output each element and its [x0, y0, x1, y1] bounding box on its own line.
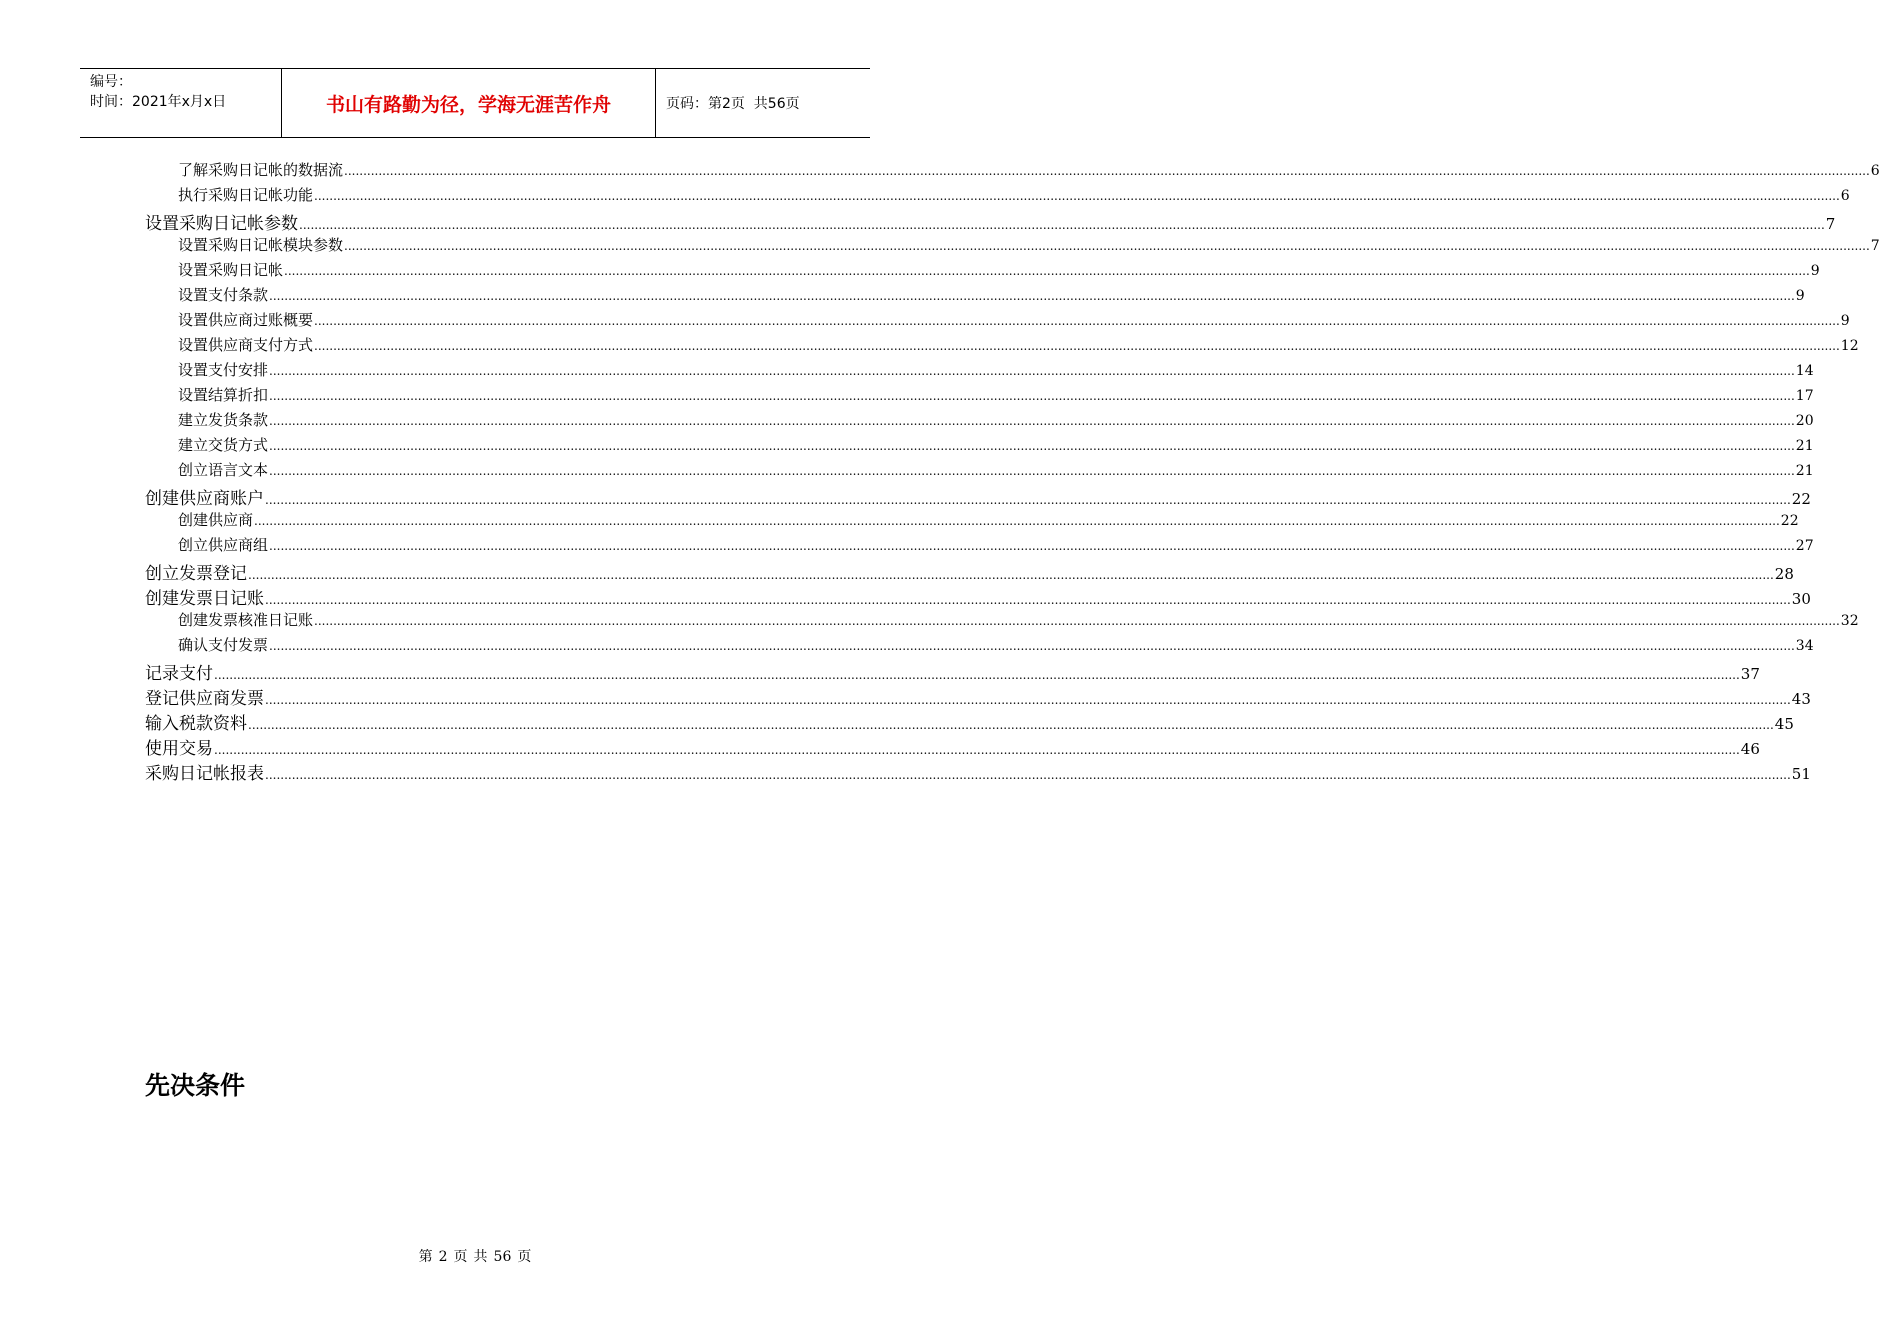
toc-entry-page: 20 — [1795, 413, 1814, 429]
toc-entry[interactable] — [0, 534, 1814, 559]
toc-entry-label: 创建供应商 — [178, 511, 254, 529]
toc-entry-label: 建立交货方式 — [178, 436, 269, 454]
document-date: 时间：2021年x月x日 — [90, 94, 227, 110]
toc-entry-page: 7 — [1870, 238, 1880, 254]
toc-entry-page: 46 — [1740, 740, 1760, 758]
toc-entry-page: 43 — [1791, 690, 1811, 708]
toc-dot-leader: ................................................................................................................................................................................................................................................................................................................................................................................................................ — [314, 314, 1840, 328]
toc-entry-page: 32 — [1840, 613, 1859, 629]
footer-word-di: 第 — [418, 1249, 433, 1265]
page-header — [80, 68, 870, 138]
toc-entry-label: 了解采购日记帐的数据流 — [178, 161, 344, 179]
toc-dot-leader: ................................................................................................................................................................................................................................................................................................................................................................................................................ — [265, 593, 1791, 607]
toc-entry[interactable] — [0, 609, 1859, 634]
toc-entry[interactable] — [0, 559, 1794, 584]
toc-entry-page: 6 — [1840, 188, 1850, 204]
toc-entry-page: 12 — [1840, 338, 1859, 354]
toc-entry-label: 设置支付安排 — [178, 361, 269, 379]
toc-entry[interactable] — [0, 709, 1794, 734]
header-page-info-text: 页码：第2页 共56页 — [666, 96, 800, 112]
toc-dot-leader: ................................................................................................................................................................................................................................................................................................................................................................................................................ — [214, 668, 1740, 682]
header-meta — [80, 69, 282, 137]
toc-dot-leader: ................................................................................................................................................................................................................................................................................................................................................................................................................ — [314, 189, 1840, 203]
section-title: 先决条件 — [145, 1071, 246, 1100]
footer-total-pages: 56 — [493, 1249, 512, 1265]
toc-entry-label: 创建发票核准日记账 — [178, 611, 314, 629]
toc-entry-label: 设置采购日记帐模块参数 — [178, 236, 344, 254]
toc-entry-label: 记录支付 — [145, 664, 213, 684]
toc-entry-label: 创立供应商组 — [178, 536, 269, 554]
toc-dot-leader: ................................................................................................................................................................................................................................................................................................................................................................................................................ — [299, 218, 1825, 232]
toc-dot-leader: ................................................................................................................................................................................................................................................................................................................................................................................................................ — [269, 289, 1795, 303]
toc-entry-page: 9 — [1810, 263, 1820, 279]
toc-entry-page: 30 — [1791, 590, 1811, 608]
toc-entry[interactable] — [0, 634, 1814, 659]
document-number-label: 编号： — [90, 74, 132, 90]
toc-entry-page: 7 — [1825, 215, 1836, 233]
toc-entry-page: 22 — [1791, 490, 1811, 508]
toc-entry-page: 21 — [1795, 438, 1814, 454]
toc-dot-leader: ................................................................................................................................................................................................................................................................................................................................................................................................................ — [248, 718, 1774, 732]
toc-dot-leader: ................................................................................................................................................................................................................................................................................................................................................................................................................ — [269, 389, 1795, 403]
toc-entry-page: 9 — [1840, 313, 1850, 329]
footer-page-number: 2 — [438, 1249, 448, 1265]
toc-dot-leader: ................................................................................................................................................................................................................................................................................................................................................................................................................ — [265, 693, 1791, 707]
toc-dot-leader: ................................................................................................................................................................................................................................................................................................................................................................................................................ — [248, 568, 1774, 582]
toc-entry[interactable] — [0, 584, 1811, 609]
toc-entry-page: 45 — [1774, 715, 1794, 733]
toc-entry[interactable] — [0, 209, 1836, 234]
toc-entry-page: 9 — [1795, 288, 1805, 304]
toc-entry-page: 6 — [1870, 163, 1880, 179]
toc-entry-label: 设置采购日记帐 — [178, 261, 284, 279]
toc-dot-leader: ................................................................................................................................................................................................................................................................................................................................................................................................................ — [269, 414, 1795, 428]
toc-entry-page: 14 — [1795, 363, 1814, 379]
toc-entry-label: 设置结算折扣 — [178, 386, 269, 404]
header-page-info — [656, 69, 870, 137]
toc-entry-page: 34 — [1795, 638, 1814, 654]
toc-entry[interactable] — [0, 284, 1805, 309]
toc-entry-label: 设置供应商过账概要 — [178, 311, 314, 329]
toc-entry[interactable] — [0, 684, 1811, 709]
toc-entry-label: 设置采购日记帐参数 — [145, 214, 298, 234]
header-motto: 书山有路勤为径，学海无涯苦作舟 — [282, 69, 656, 137]
toc-entry[interactable] — [0, 759, 1811, 784]
toc-dot-leader: ................................................................................................................................................................................................................................................................................................................................................................................................................ — [269, 439, 1795, 453]
toc-entry[interactable] — [0, 409, 1814, 434]
table-of-contents — [0, 159, 1880, 784]
toc-entry-label: 使用交易 — [145, 739, 213, 759]
toc-entry-label: 创立发票登记 — [145, 564, 247, 584]
toc-dot-leader: ................................................................................................................................................................................................................................................................................................................................................................................................................ — [344, 239, 1870, 253]
toc-dot-leader: ................................................................................................................................................................................................................................................................................................................................................................................................................ — [314, 614, 1840, 628]
toc-dot-leader: ................................................................................................................................................................................................................................................................................................................................................................................................................ — [344, 164, 1870, 178]
footer-word-ye-2: 页 — [517, 1249, 532, 1265]
toc-entry[interactable] — [0, 309, 1850, 334]
toc-dot-leader: ................................................................................................................................................................................................................................................................................................................................................................................................................ — [284, 264, 1810, 278]
toc-dot-leader: ................................................................................................................................................................................................................................................................................................................................................................................................................ — [269, 639, 1795, 653]
toc-entry[interactable] — [0, 484, 1811, 509]
toc-entry[interactable] — [0, 334, 1859, 359]
toc-entry-page: 51 — [1791, 765, 1811, 783]
toc-entry[interactable] — [0, 159, 1880, 184]
toc-entry-page: 37 — [1740, 665, 1760, 683]
toc-dot-leader: ................................................................................................................................................................................................................................................................................................................................................................................................................ — [265, 493, 1791, 507]
toc-entry-label: 设置供应商支付方式 — [178, 336, 314, 354]
toc-entry[interactable] — [0, 184, 1850, 209]
toc-entry-page: 21 — [1795, 463, 1814, 479]
toc-entry[interactable] — [0, 359, 1814, 384]
toc-dot-leader: ................................................................................................................................................................................................................................................................................................................................................................................................................ — [269, 539, 1795, 553]
toc-entry-label: 采购日记帐报表 — [145, 764, 264, 784]
toc-entry-label: 创建供应商账户 — [145, 489, 264, 509]
page-footer — [0, 1246, 950, 1266]
toc-dot-leader: ................................................................................................................................................................................................................................................................................................................................................................................................................ — [269, 464, 1795, 478]
toc-entry[interactable] — [0, 734, 1760, 759]
toc-entry[interactable] — [0, 459, 1814, 484]
toc-entry-page: 28 — [1774, 565, 1794, 583]
footer-word-gong: 共 — [473, 1249, 488, 1265]
toc-dot-leader: ................................................................................................................................................................................................................................................................................................................................................................................................................ — [314, 339, 1840, 353]
toc-entry[interactable] — [0, 434, 1814, 459]
toc-entry-label: 登记供应商发票 — [145, 689, 264, 709]
toc-entry-label: 输入税款资料 — [145, 714, 247, 734]
toc-dot-leader: ................................................................................................................................................................................................................................................................................................................................................................................................................ — [254, 514, 1780, 528]
toc-entry[interactable] — [0, 509, 1799, 534]
toc-dot-leader: ................................................................................................................................................................................................................................................................................................................................................................................................................ — [269, 364, 1795, 378]
toc-entry[interactable] — [0, 659, 1760, 684]
toc-entry[interactable] — [0, 384, 1814, 409]
toc-dot-leader: ................................................................................................................................................................................................................................................................................................................................................................................................................ — [265, 768, 1791, 782]
toc-entry-label: 创立语言文本 — [178, 461, 269, 479]
toc-entry[interactable] — [0, 234, 1880, 259]
toc-entry-label: 执行采购日记帐功能 — [178, 186, 314, 204]
toc-entry-page: 22 — [1780, 513, 1799, 529]
toc-dot-leader: ................................................................................................................................................................................................................................................................................................................................................................................................................ — [214, 743, 1740, 757]
toc-entry-page: 17 — [1795, 388, 1814, 404]
toc-entry-page: 27 — [1795, 538, 1814, 554]
toc-entry[interactable] — [0, 259, 1820, 284]
footer-word-ye: 页 — [453, 1249, 468, 1265]
toc-entry-label: 创建发票日记账 — [145, 589, 264, 609]
toc-entry-label: 设置支付条款 — [178, 286, 269, 304]
toc-entry-label: 确认支付发票 — [178, 636, 269, 654]
toc-entry-label: 建立发货条款 — [178, 411, 269, 429]
